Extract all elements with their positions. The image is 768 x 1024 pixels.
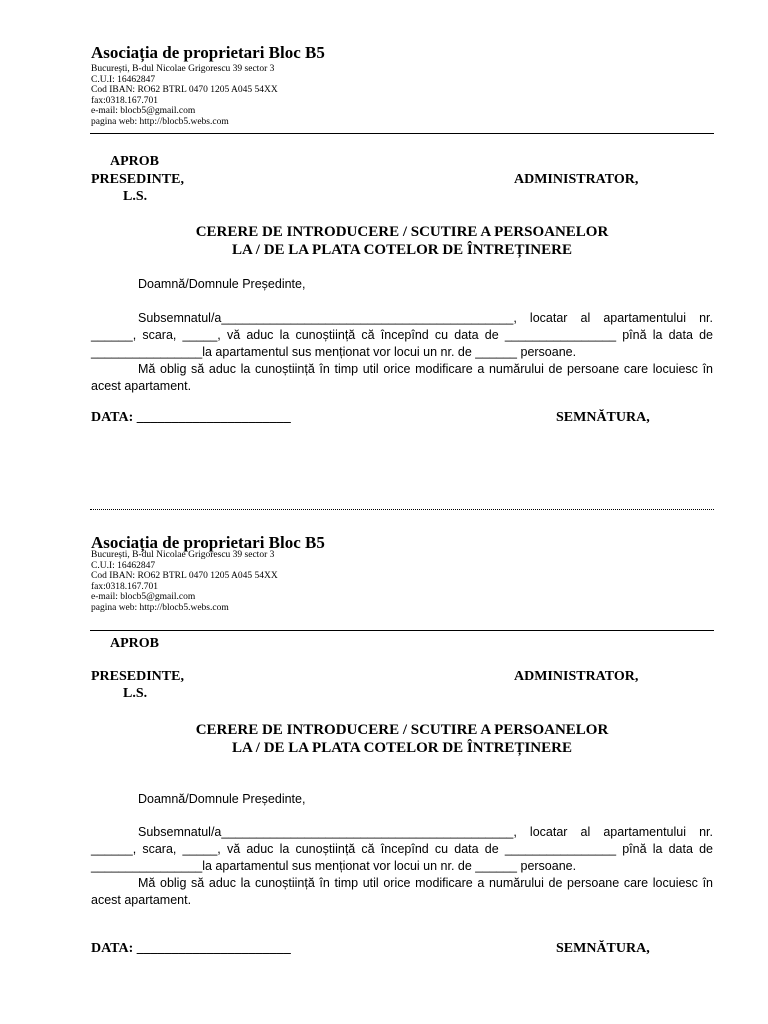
header-divider (90, 630, 714, 631)
request-paragraph-2: Mă oblig să aduc la cunoștiință în timp util orice modificare a numărului de persoane care locuiesc în acest apartament. (91, 876, 713, 907)
title-line-1: CERERE DE INTRODUCERE / SCUTIRE A PERSOANELOR (195, 722, 609, 738)
president-label: PRESEDINTE, (91, 669, 184, 684)
request-body (91, 824, 713, 909)
association-name: Asociația de proprietari Bloc B5 (91, 43, 325, 62)
association-contact-block (91, 550, 278, 613)
seal-label: L.S. (123, 686, 148, 701)
approval-label: APROB (110, 154, 159, 169)
association-address: București, B-dul Nicolae Grigorescu 39 sector 3 (91, 64, 275, 74)
administrator-label: ADMINISTRATOR, (514, 669, 639, 684)
administrator-label: ADMINISTRATOR, (514, 172, 639, 187)
association-name: Asociația de proprietari Bloc B5 (91, 533, 325, 552)
document-title (90, 721, 714, 757)
association-web: pagina web: http://blocb5.webs.com (91, 116, 229, 127)
president-label: PRESEDINTE, (91, 172, 184, 187)
approval-label: APROB (110, 636, 159, 651)
association-fax: fax:0318.167.701 (91, 95, 159, 106)
association-fax: fax:0318.167.701 (91, 581, 159, 592)
title-line-2: LA / DE LA PLATA COTELOR DE ÎNTREȚINERE (232, 740, 572, 756)
association-cui: C.U.I: 16462847 (91, 74, 156, 85)
request-paragraph-2: Mă oblig să aduc la cunoștiință în timp util orice modificare a numărului de persoane care locuiesc în acest apartament. (91, 362, 713, 393)
association-email: e-mail: blocb5@gmail.com (91, 592, 196, 602)
request-body (91, 310, 713, 395)
association-address: București, B-dul Nicolae Grigorescu 39 sector 3 (91, 550, 275, 560)
request-form-1 (0, 0, 768, 510)
date-field: DATA: ______________________ (91, 941, 291, 956)
association-email: e-mail: blocb5@gmail.com (91, 106, 196, 116)
title-line-1: CERERE DE INTRODUCERE / SCUTIRE A PERSOANELOR (195, 224, 609, 240)
association-iban: Cod IBAN: RO62 BTRL 0470 1205 A045 54XX (91, 85, 278, 95)
request-paragraph-1: Subsemnatul/a__________________________________________, locatar al apartamentului nr. ______, scara, _____, vă aduc la cunoștiință că începînd cu data de ________________ pînă la data de ________________la apartamentul sus menționat vor locui un nr. de ______ persoane. (91, 825, 713, 873)
request-form-2 (0, 498, 768, 1008)
date-field: DATA: ______________________ (91, 410, 291, 425)
salutation: Doamnă/Domnule Președinte, (138, 277, 306, 291)
header-divider (90, 133, 714, 134)
seal-label: L.S. (123, 189, 148, 204)
association-cui: C.U.I: 16462847 (91, 560, 156, 571)
association-contact-block (91, 64, 278, 127)
association-web: pagina web: http://blocb5.webs.com (91, 602, 229, 613)
title-line-2: LA / DE LA PLATA COTELOR DE ÎNTREȚINERE (232, 242, 572, 258)
signature-label: SEMNĂTURA, (556, 410, 650, 425)
document-title (90, 223, 714, 259)
salutation: Doamnă/Domnule Președinte, (138, 792, 306, 806)
signature-label: SEMNĂTURA, (556, 941, 650, 956)
request-paragraph-1: Subsemnatul/a__________________________________________, locatar al apartamentului nr. ______, scara, _____, vă aduc la cunoștiință că începînd cu data de ________________ pînă la data de ________________la apartamentul sus menționat vor locui un nr. de ______ persoane. (91, 311, 713, 359)
association-iban: Cod IBAN: RO62 BTRL 0470 1205 A045 54XX (91, 571, 278, 581)
